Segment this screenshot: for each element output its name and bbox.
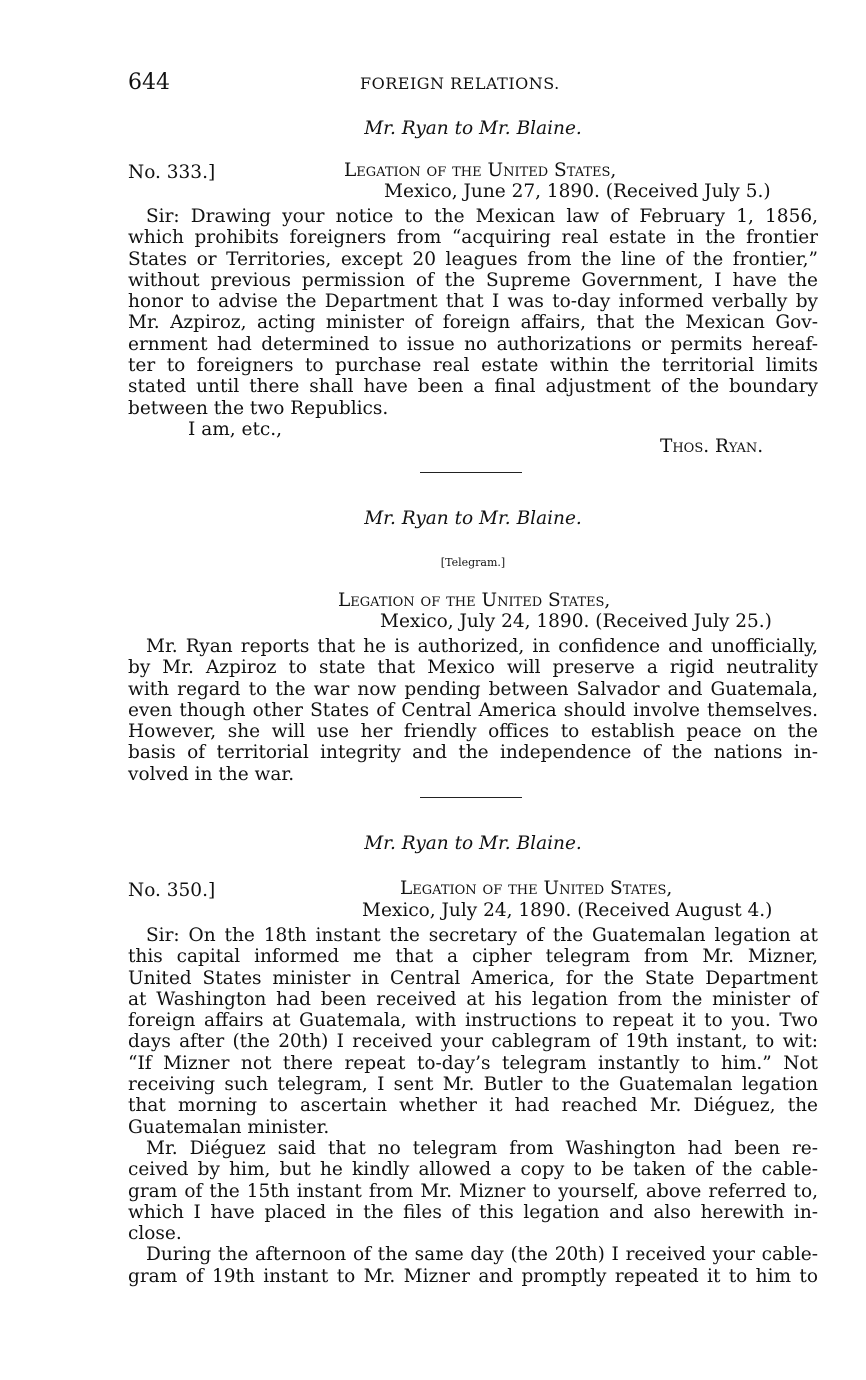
letter1-line: without previous permission of the Supreme Government, I have the [128, 269, 818, 291]
letter2-date: Mexico, July 24, 1890. (Received July 25.) [380, 611, 772, 632]
letter3-from: Legation of the United States, [400, 878, 673, 899]
letter2-from: Legation of the United States, [338, 590, 611, 611]
letter1-line: Mr. Azpiroz, acting minister of foreign affairs, that the Mexican Gov- [128, 312, 818, 334]
letter3-line: days after (the 20th) I received your cablegram of 19th instant, to wit: [128, 1031, 818, 1053]
letter1-line: Sir: Drawing your notice to the Mexican law of February 1, 1856, [146, 206, 818, 227]
letter3-line: gram of 19th instant to Mr. Mizner and promptly repeated it to him to [128, 1265, 818, 1287]
letter1-closing: I am, etc., [188, 418, 283, 440]
letter3-line: United States minister in Central America, for the State Department [128, 967, 818, 989]
letter1-line: ter to foreigners to purchase real estate within the territorial limits [128, 355, 818, 377]
letter3-line: receiving such telegram, I sent Mr. Butler to the Guatemalan legation [128, 1074, 818, 1096]
letter2-line: However, she will use her friendly offices to establish peace on the [128, 721, 818, 743]
letter3-line: that morning to ascertain whether it had reached Mr. Diéguez, the [128, 1095, 818, 1117]
letter1-line: honor to advise the Department that I was to-day informed verbally by [128, 291, 818, 313]
letter3-line: Mr. Diéguez said that no telegram from Washington had been re- [146, 1137, 818, 1159]
letter1-line: ernment had determined to issue no authorizations or permits hereaf- [128, 333, 818, 355]
letter3-line: ceived by him, but he kindly allowed a copy to be taken of the cable- [128, 1159, 818, 1181]
letter1-signature: Thos. Ryan. [660, 436, 764, 457]
letter1-line: between the two Republics. [128, 397, 389, 419]
letter1-from: Legation of the United States, [344, 160, 617, 181]
page-header [128, 70, 818, 100]
letter3-line: foreign affairs at Guatemala, with instructions to repeat it to you. Two [128, 1010, 818, 1032]
letter1-line: which prohibits foreigners from “acquiring real estate in the frontier [128, 227, 818, 249]
letter3-line: this capital informed me that a cipher telegram from Mr. Mizner, [128, 946, 818, 968]
letter2-line: basis of territorial integrity and the independence of the nations in- [128, 742, 818, 764]
letter3-line: “If Mizner not there repeat to-day’s telegram instantly to him.” Not [128, 1052, 818, 1074]
letter2-heading: Mr. Ryan to Mr. Blaine. [364, 508, 582, 529]
letter1-number: No. 333.] [128, 162, 216, 183]
letter3-heading: Mr. Ryan to Mr. Blaine. [364, 833, 582, 854]
page-number: 644 [128, 70, 170, 95]
letter3-line: close. [128, 1223, 182, 1245]
telegram-note: [Telegram.] [440, 556, 506, 569]
letter3-line: at Washington had been received at his legation from the minister of [128, 988, 818, 1010]
letter2-line: with regard to the war now pending between Salvador and Guatemala, [128, 678, 818, 700]
letter3-line: Sir: On the 18th instant the secretary of the Guatemalan legation at [146, 925, 818, 946]
letter1-line: stated until there shall have been a final adjustment of the boundary [128, 376, 818, 398]
section-divider [420, 472, 522, 473]
letter2-body [128, 636, 818, 785]
letter1-body [128, 206, 818, 440]
letter2-line: Mr. Ryan reports that he is authorized, in confidence and unofficially, [146, 636, 818, 657]
letter3-line: During the afternoon of the same day (the 20th) I received your cable- [146, 1244, 818, 1266]
letter3-date: Mexico, July 24, 1890. (Received August 4.) [362, 900, 773, 921]
letter2-line: volved in the war. [128, 763, 295, 785]
running-title: FOREIGN RELATIONS. [360, 74, 560, 93]
letter2-line: by Mr. Azpiroz to state that Mexico will preserve a rigid neutrality [128, 657, 818, 679]
letter3-line: gram of the 15th instant from Mr. Mizner to yourself, above referred to, [128, 1180, 818, 1202]
letter3-body [128, 925, 818, 1287]
letter1-date: Mexico, June 27, 1890. (Received July 5.) [384, 181, 771, 202]
letter1-heading: Mr. Ryan to Mr. Blaine. [364, 118, 582, 139]
letter1-line: States or Territories, except 20 leagues from the line of the frontier,” [128, 248, 818, 270]
section-divider [420, 797, 522, 798]
letter3-line: which I have placed in the files of this legation and also herewith in- [128, 1201, 818, 1223]
letter2-line: even though other States of Central America should involve themselves. [128, 699, 818, 721]
letter3-number: No. 350.] [128, 880, 216, 901]
letter3-line: Guatemalan minister. [128, 1116, 330, 1138]
